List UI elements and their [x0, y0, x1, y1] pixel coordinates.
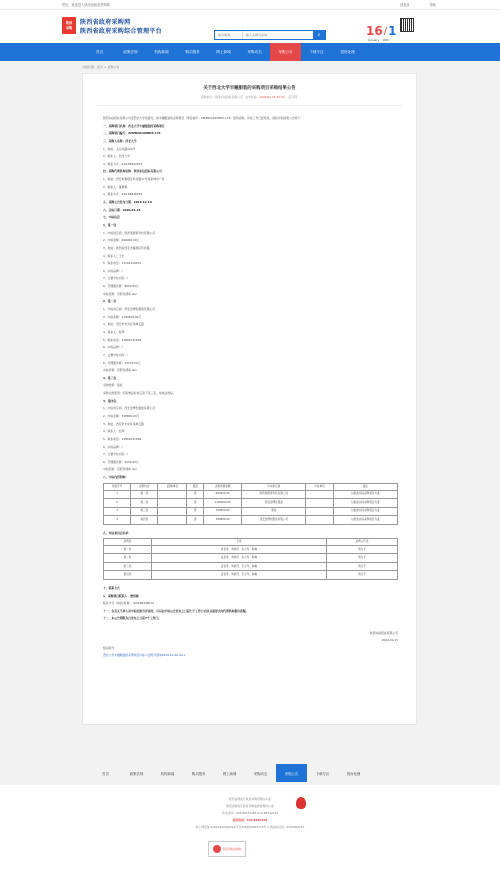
footer-nav-item-8[interactable]: 投诉处理	[346, 771, 361, 776]
section-heading: 九、评标委员会名单：	[103, 530, 131, 535]
article-line: 5、联系电话：15291129931	[103, 261, 142, 266]
error-report-badge[interactable]: 政府网站找错	[208, 841, 246, 857]
table-cell: 孟金涛、刘秋玲、宋立军、韩梅	[151, 571, 326, 580]
help-link[interactable]: 帮助	[429, 3, 436, 7]
table-cell: 第三包	[104, 562, 152, 571]
search-icon: ⌕	[317, 32, 321, 38]
table-cell: 2	[104, 499, 131, 508]
article-line: 4、联系人：杜辉	[103, 429, 125, 434]
table-row	[104, 571, 398, 580]
article-line: 8、代理服务费：5232.00元	[103, 459, 139, 464]
article-line: 3、联系方式：029-88302974	[103, 161, 143, 166]
article-line: 3、第三包	[103, 375, 117, 380]
badge-icon	[213, 845, 221, 853]
table-header: 数量	[187, 483, 204, 490]
article-line: 十二、本公告期限为自发布之日起7个工作日。	[103, 616, 161, 621]
article-line: 六、定标日期：2020-01-15	[103, 207, 141, 212]
article-meta: 采购单位：陕西东信招标有限公司 发布时间：2020-01-15 16:43 【打印】	[97, 95, 402, 106]
table-cell: 740000.00	[204, 507, 242, 516]
article-line: 2、联系人：董勇刚	[103, 184, 128, 189]
main-nav	[0, 43, 500, 61]
footer-nav-item-7[interactable]: 下载专区	[315, 771, 330, 776]
table-cell: 陕西奥德泰科技有限公司	[242, 490, 306, 499]
article-line: 1、中标供应商：陕西奥德泰科技有限公司	[103, 230, 156, 235]
article-line: 2、联系人：西北大学	[103, 154, 130, 159]
search-button[interactable]	[313, 31, 325, 39]
qr-code-icon	[400, 18, 414, 32]
table-cell: 第一包	[104, 545, 152, 554]
article-line: 4、联系人：杜辉	[103, 329, 125, 334]
date-month: January	[368, 38, 380, 42]
table-header: 备注	[333, 483, 397, 490]
nav-item-1[interactable]: 政策法规	[123, 49, 138, 54]
table-cell	[158, 499, 187, 508]
table-cell: 西安金博化服装	[242, 499, 306, 508]
table-cell: 西安金博化服装有限公司	[242, 516, 306, 525]
table-cell: 孟金涛、刘秋玲、宋立军、韩梅	[151, 554, 326, 563]
table-cell: 贾文平	[326, 545, 397, 554]
article-line: 7、主要中标内容：/	[103, 452, 129, 457]
table-cell: 以批准实际采购项目为准	[333, 507, 397, 516]
nav-item-0[interactable]: 首页	[95, 49, 104, 54]
article-panel	[82, 73, 417, 725]
welcome-text: 您好，欢迎进入陕西省政府采购网	[62, 3, 110, 7]
article-line: 八、中标内容明细：	[103, 475, 129, 480]
nav-item-5[interactable]: 采购动态	[247, 49, 262, 54]
footer-nav-item-2[interactable]: 机构新闻	[160, 771, 175, 776]
committee-table	[103, 538, 398, 580]
table-header: 中标供应商	[242, 483, 306, 490]
article-source: 采购单位：陕西东信招标有限公司	[200, 95, 243, 99]
table-row	[104, 507, 398, 516]
table-cell	[158, 516, 187, 525]
nav-item-8[interactable]: 投诉处理	[340, 49, 355, 54]
table-cell: 4	[104, 516, 131, 525]
site-header	[0, 10, 500, 43]
table-cell: 套	[187, 499, 204, 508]
date-number: 1	[388, 24, 397, 38]
footer-nav-item-4[interactable]: 网上商城	[222, 771, 237, 776]
table-cell: 358800.00	[204, 516, 242, 525]
article-line: 1、中标供应商：西安金博化服装有限公司	[103, 307, 156, 312]
site-footer: 陕西省财政厅政府采购管理办公室 陕西省财政厅政府采购监督管理办公室 技术支持：029-88752485 029-88752440 服务热线：400-8892199 陕公网安备 61010402000229号 陕ICP备05005776号-1 网站标识码：6100000112 政府网站找错	[0, 785, 500, 876]
footer-nav	[0, 764, 500, 782]
article-line: 2、第二包	[103, 299, 117, 304]
article-line: 五、采购公告发布日期：2019-12-10	[103, 200, 152, 205]
table-cell: 第二包	[104, 554, 152, 563]
table-header: 品牌/单位	[158, 483, 187, 490]
footer-nav-item-5[interactable]: 采购动态	[253, 771, 268, 776]
article-line: 十、联系方式	[103, 585, 120, 590]
emblem-icon	[296, 797, 306, 809]
article-line: 3、地址：陕西省西安市雁塔区科技路	[103, 245, 150, 250]
article-line: 5、联系电话：13891031569	[103, 436, 142, 441]
article-line: 1、第一包	[103, 222, 117, 227]
article-line: 6、中标品牌：/	[103, 268, 123, 273]
article-time: 2020-01-15 16:43	[259, 95, 285, 99]
footer-nav-item-0[interactable]: 首页	[102, 771, 109, 776]
article-line: 2、中标金额：690000.00元	[103, 238, 140, 243]
article-line: 1、地址：太白北路229号	[103, 146, 136, 151]
sign-company: 陕西东信招标有限公司	[370, 630, 398, 635]
table-header: 包组序号	[104, 483, 131, 490]
table-cell: 套	[187, 516, 204, 525]
table-row	[104, 516, 398, 525]
nav-item-2[interactable]: 机构新闻	[154, 49, 169, 54]
article-title: 关于西北大学丰融服装的采购项目采购结果公告	[203, 86, 296, 91]
table-cell: 以批准实际采购项目为准	[333, 499, 397, 508]
date-widget: 16 / 1 January 16th	[366, 24, 397, 42]
article-line: 四、采购代理机构名称：陕西东信招标有限公司	[103, 169, 162, 174]
table-cell: 孟金涛、刘秋玲、宋立军、韩梅	[151, 562, 326, 571]
article-body	[83, 106, 416, 657]
table-row	[104, 499, 398, 508]
table-row	[104, 562, 398, 571]
article-line: 采购失败原因：因有效投标供应商不足三家，故依法废标。	[103, 391, 176, 396]
table-row	[104, 545, 398, 554]
table-cell: 第二包	[131, 499, 158, 508]
search-type-select[interactable]: 综合查询	[215, 31, 243, 39]
table-cell: 套	[187, 507, 204, 516]
article-line: 6、中标品牌：/	[103, 444, 123, 449]
article-line: 4、第四包	[103, 398, 117, 403]
date-suffix: 16th	[382, 38, 390, 42]
article-line: 8、代理服务费：13372.50元	[103, 360, 141, 365]
print-link[interactable]: 【打印】	[287, 95, 299, 99]
login-link[interactable]: 请登录	[400, 3, 410, 7]
footer-nav-item-6[interactable]: 采购公告	[276, 764, 307, 782]
article-line: 3、地址：西安市未央区凤城五路	[103, 322, 144, 327]
footer-nav-item-3[interactable]: 购买服务	[191, 771, 206, 776]
nav-item-4[interactable]: 网上商城	[216, 49, 231, 54]
article-line: 陕西东信招标有限公司受西北大学的委托，就丰融服装的采购项目（项目编号：ZMZB2019XBDX-176）组织采购，评标工作已经结束，现将评标结果公告如下：	[103, 116, 304, 120]
table-cell: 3	[104, 507, 131, 516]
attachment-label: 相关附件：	[103, 645, 117, 650]
footer-nav-item-1[interactable]: 政策法规	[129, 771, 144, 776]
article-line: 5、联系电话：13891031569	[103, 337, 142, 342]
article-line: 七、中标信息	[103, 215, 120, 220]
article-line: 十一、各有关当事人对中标结果有异议的，可以在中标公告发布之日起七个工作日内以书面形式向代理机构提出质疑。	[103, 608, 249, 613]
article-line: 2、中标金额：358800.00元	[103, 413, 140, 418]
date-day: 16	[366, 24, 383, 38]
table-header: 采购人代表	[326, 539, 397, 546]
article-line: 4、联系人：王杰	[103, 253, 125, 258]
nav-item-6[interactable]: 采购公告	[270, 43, 301, 61]
table-cell: 第一包	[131, 490, 158, 499]
table-header: 中标单价	[306, 483, 333, 490]
table-cell	[306, 507, 333, 516]
article-line: 中标结果：见附件清单.doc	[103, 291, 137, 296]
table-cell: 1	[104, 490, 131, 499]
nav-item-3[interactable]: 购买服务	[185, 49, 200, 54]
article-line: 1、地址：西安市雁塔区科技路37号海星城市广场	[103, 177, 165, 182]
article-line: 中标结果：见附件清单.doc	[103, 467, 137, 472]
article-line: 6、中标品牌：/	[103, 345, 123, 350]
table-cell	[306, 516, 333, 525]
article-line: 二、采购项目编号：ZMZB2019XBDX-176	[103, 131, 161, 136]
article-line: 2、中标金额：1180000.00元	[103, 314, 142, 319]
table-cell: 以批准实际采购项目为准	[333, 516, 397, 525]
sign-date: 2020-01-15	[381, 638, 398, 643]
table-header: 专家	[151, 539, 326, 546]
search-input[interactable]	[243, 31, 313, 39]
site-logo[interactable]: 陕西 采购	[62, 17, 76, 34]
article-line: 8、代理服务费：8650.00元	[103, 284, 139, 289]
attachment-link[interactable]: 西北大学丰融服装的采购项目中标公告附件清单2019-12-26.docx	[103, 653, 186, 658]
search-bar	[214, 30, 326, 40]
table-cell: 以批准实际采购项目为准	[333, 490, 397, 499]
table-cell: 贾文平	[326, 554, 397, 563]
table-header: 采购包	[104, 539, 152, 546]
table-cell: 贾文平	[326, 562, 397, 571]
table-cell: 贾文平	[326, 571, 397, 580]
article-line: 7、主要中标内容：/	[103, 276, 129, 281]
article-line: 一、采购项目名称：西北大学丰融服装的采购项目	[103, 123, 165, 128]
table-row	[104, 490, 398, 499]
table-cell: 第三包	[131, 507, 158, 516]
article-line: 1、采购项目联系人：董勇刚	[103, 593, 139, 598]
table-cell	[158, 490, 187, 499]
table-cell	[158, 507, 187, 516]
table-cell: 套	[187, 490, 204, 499]
article-line: 3、联系方式：029-88446079	[103, 192, 143, 197]
table-cell: 第四包	[104, 571, 152, 580]
article-line: 7、主要中标内容：/	[103, 352, 129, 357]
table-cell	[306, 490, 333, 499]
breadcrumb: 当前位置：首页 > 采购公告	[82, 65, 120, 69]
article-line: 1、中标供应商：西安金博化服装有限公司	[103, 406, 156, 411]
table-cell: 690000.00	[204, 490, 242, 499]
table-header: 采购内容	[131, 483, 158, 490]
table-cell: 废标	[242, 507, 306, 516]
top-bar	[0, 0, 500, 10]
table-cell: 肖金涛、刘秋玲、宋立军、韩梅	[151, 545, 326, 554]
nav-item-7[interactable]: 下载专区	[309, 49, 324, 54]
table-row	[104, 554, 398, 563]
award-detail-table	[103, 483, 398, 525]
article-line: 三、采购人名称：西北大学	[103, 138, 137, 143]
table-header: 采购预算金额	[204, 483, 242, 490]
table-cell: 1180000.00	[204, 499, 242, 508]
article-line: 采购结果：废标	[103, 383, 123, 388]
article-line: 中标结果：见附件清单.doc	[103, 368, 137, 373]
table-cell: 第四包	[131, 516, 158, 525]
site-name: 陕西省政府采购网 陕西省政府采购综合管理平台	[80, 19, 162, 35]
article-line: 联系方式（电话/传真）：029-88446079	[103, 601, 154, 606]
table-cell	[306, 499, 333, 508]
article-line: 3、地址：西安市未央区凤城五路	[103, 421, 144, 426]
